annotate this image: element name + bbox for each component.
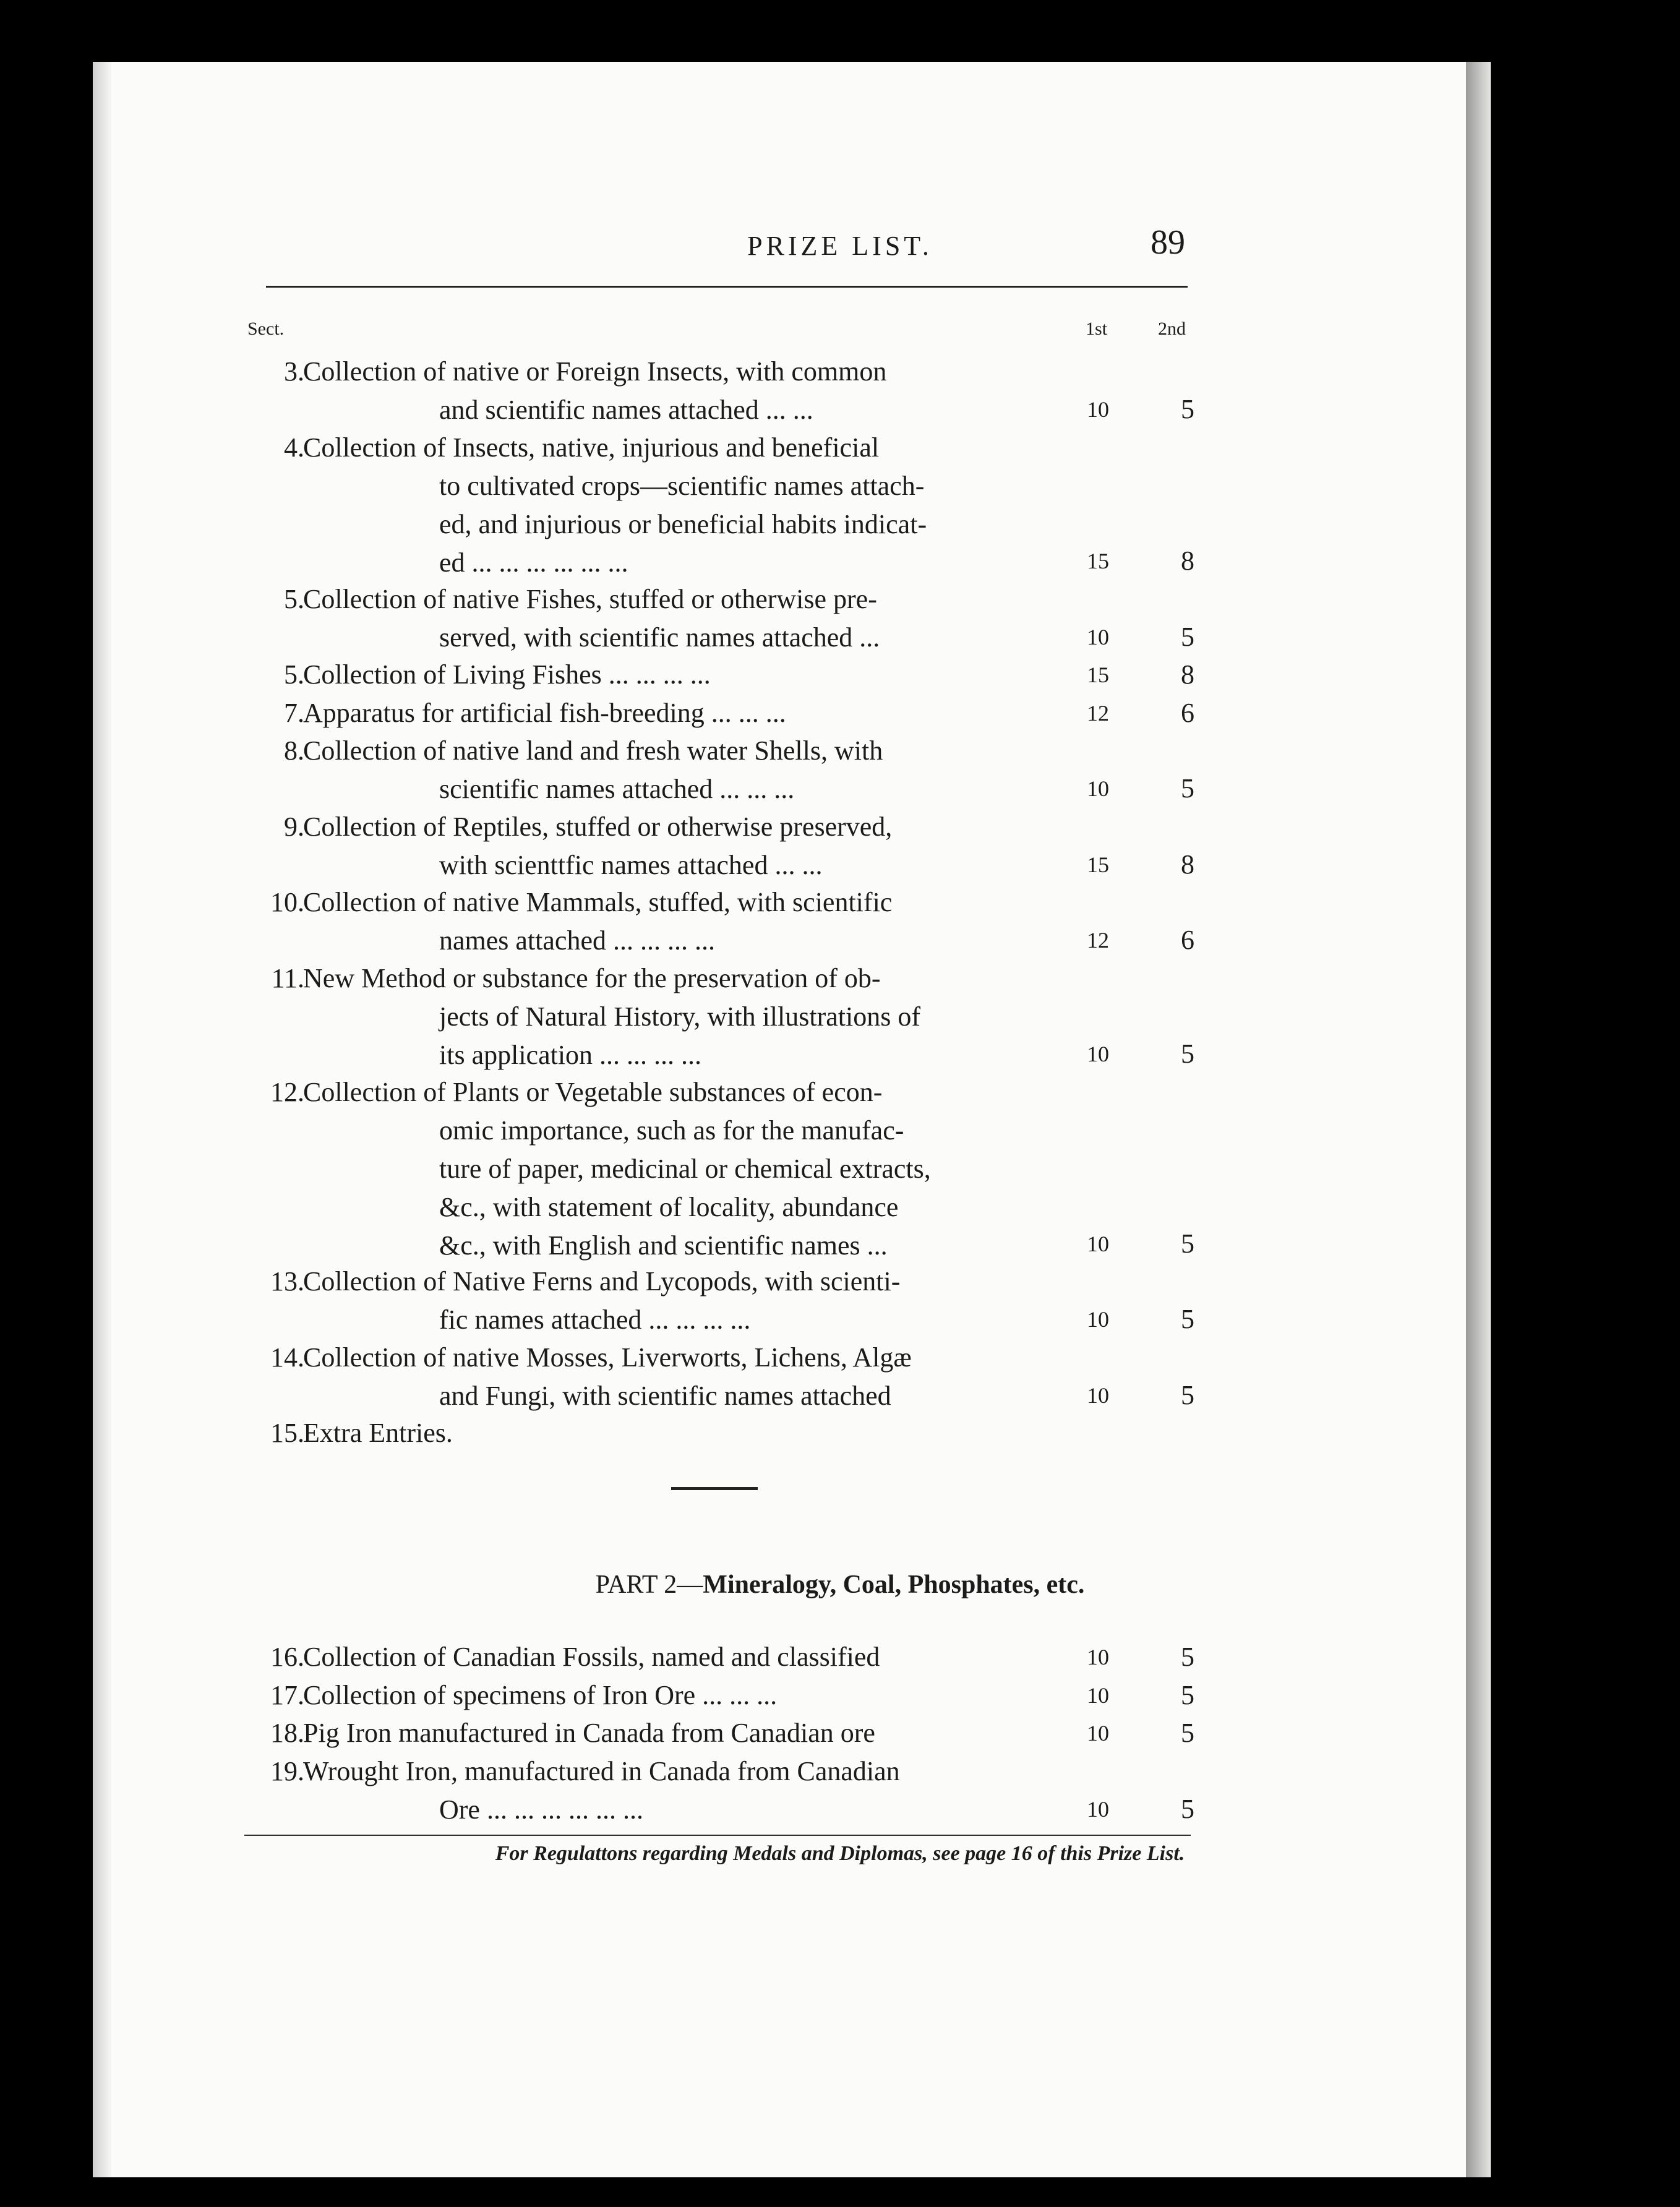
prize-entry [247, 1752, 1212, 1828]
entry-title [303, 1752, 1058, 1829]
entry-line: served, with scientific names attached ... [439, 622, 880, 653]
first-prize-amount: 10 [1087, 1231, 1109, 1256]
entry-line: Collection of native Mammals, stuffed, with scientific [303, 887, 893, 918]
entry-line: &c., with statement of locality, abundance [439, 1191, 899, 1222]
entry-line: ture of paper, medicinal or chemical extracts, [439, 1153, 931, 1184]
first-prize-amount: 10 [1087, 1797, 1109, 1822]
entry-section-number: 12. [270, 1076, 304, 1107]
entry-section-number: 4. [284, 432, 304, 463]
first-prize-amount: 15 [1087, 662, 1109, 688]
first-prize-amount: 10 [1087, 1645, 1109, 1669]
entry-line: ed, and injurious or beneficial habits indicat- [439, 508, 927, 539]
second-prize-amount: 5 [1181, 1039, 1194, 1069]
entry-line: Collection of native Fishes, stuffed or otherwise pre- [303, 583, 877, 614]
entry-title [303, 1073, 1058, 1265]
prize-entry [247, 353, 1212, 429]
first-prize-amount: 10 [1087, 1042, 1109, 1067]
entry-title [303, 959, 1058, 1074]
part-heading [0, 1570, 1680, 1600]
second-prize-amount: 5 [1181, 1228, 1194, 1259]
prize-entry [247, 429, 1212, 580]
entry-line: Collection of Reptiles, stuffed or otherwise preserved, [303, 811, 893, 842]
entry-line: jects of Natural History, with illustrations of [439, 1001, 921, 1032]
entry-title [303, 1414, 1058, 1452]
first-prize-amount: 10 [1087, 1721, 1109, 1746]
column-header-second: 2nd [1158, 319, 1186, 339]
entry-title [303, 656, 1058, 694]
first-prize-amount: 15 [1087, 852, 1109, 877]
first-prize-amount: 10 [1087, 397, 1109, 422]
second-prize-amount: 5 [1181, 1718, 1194, 1748]
entry-section-number: 16. [270, 1642, 304, 1672]
entry-title [303, 808, 1058, 885]
second-prize-amount: 8 [1181, 546, 1194, 576]
entry-section-number: 9. [284, 811, 304, 842]
entry-title [303, 353, 1058, 429]
second-prize-amount: 5 [1181, 394, 1194, 425]
prize-entry [247, 1638, 1212, 1676]
entry-section-number: 15. [270, 1418, 304, 1449]
entry-title [303, 1339, 1058, 1415]
column-header-first: 1st [1086, 319, 1108, 339]
entry-line: Collection of Living Fishes ... ... ... ... [303, 659, 711, 690]
entry-line: Collection of native or Foreign Insects, with common [303, 356, 887, 387]
entry-section-number: 17. [270, 1679, 304, 1710]
second-prize-amount: 5 [1181, 1380, 1194, 1411]
part-heading-prefix: PART 2— [595, 1571, 703, 1599]
entry-title [303, 1676, 1058, 1715]
entry-line: Collection of Canadian Fossils, named and classified [303, 1642, 880, 1672]
second-prize-amount: 6 [1181, 925, 1194, 956]
part-heading-title: Mineralogy, Coal, Phosphates, etc. [703, 1571, 1085, 1599]
prize-entry [247, 732, 1212, 808]
second-prize-amount: 5 [1181, 1642, 1194, 1672]
entry-line: fic names attached ... ... ... ... [439, 1305, 751, 1335]
entry-line: Collection of native Mosses, Liverworts, Lichens, Algæ [303, 1342, 912, 1373]
entry-title [303, 694, 1058, 732]
prize-entry [247, 694, 1212, 732]
entry-line: New Method or substance for the preservation of ob- [303, 962, 881, 993]
entry-section-number: 3. [284, 356, 304, 387]
prize-entry [247, 1714, 1212, 1752]
first-prize-amount: 10 [1087, 1383, 1109, 1408]
second-prize-amount: 5 [1181, 1679, 1194, 1710]
entry-line: with scienttfic names attached ... ... [439, 849, 823, 880]
entry-line: Collection of native land and fresh water Shells, with [303, 735, 883, 766]
entry-title [303, 732, 1058, 808]
first-prize-amount: 12 [1087, 928, 1109, 953]
entry-line: and Fungi, with scientific names attached [439, 1380, 891, 1411]
entry-section-number: 5. [284, 659, 304, 690]
first-prize-amount: 15 [1087, 549, 1109, 574]
entry-line: &c., with English and scientific names ... [439, 1230, 888, 1261]
footer-note: For Regulattons regarding Medals and Diplomas, see page 16 of this Prize List. [495, 1842, 1185, 1865]
second-prize-amount: 5 [1181, 1304, 1194, 1335]
first-prize-amount: 10 [1087, 776, 1109, 802]
prize-entry [247, 883, 1212, 959]
entry-line: Collection of specimens of Iron Ore ... ... ... [303, 1679, 778, 1710]
prize-entry [247, 808, 1212, 884]
prize-entry [247, 1339, 1212, 1415]
entry-section-number: 13. [270, 1266, 304, 1297]
entry-section-number: 7. [284, 697, 304, 728]
entry-line: Ore ... ... ... ... ... ... [439, 1794, 643, 1825]
running-header: PRIZE LIST. [747, 231, 933, 261]
header-rule [266, 286, 1188, 288]
section-divider [671, 1487, 758, 1490]
entry-line: names attached ... ... ... ... [439, 925, 715, 956]
entry-line: scientific names attached ... ... ... [439, 774, 795, 804]
second-prize-amount: 8 [1181, 849, 1194, 880]
prize-entry [247, 1073, 1212, 1263]
footer-rule [244, 1835, 1191, 1836]
page-number: 89 [1151, 223, 1185, 262]
entry-title [303, 580, 1058, 657]
entry-line: Collection of Native Ferns and Lycopods, with scienti- [303, 1266, 901, 1297]
entry-line: Wrought Iron, manufactured in Canada from Canadian [303, 1755, 900, 1786]
prize-entry [247, 656, 1212, 693]
entry-title [303, 429, 1058, 582]
entry-line: Pig Iron manufactured in Canada from Canadian ore [303, 1718, 875, 1748]
entry-section-number: 14. [270, 1342, 304, 1373]
entry-line: and scientific names attached ... ... [439, 395, 813, 425]
entry-section-number: 19. [270, 1755, 304, 1786]
entry-line: Collection of Plants or Vegetable substances of econ- [303, 1076, 883, 1107]
entry-section-number: 18. [270, 1718, 304, 1748]
second-prize-amount: 5 [1181, 773, 1194, 804]
entry-section-number: 11. [271, 962, 304, 993]
second-prize-amount: 5 [1181, 1794, 1194, 1824]
prize-entry [247, 580, 1212, 656]
entry-line: Collection of Insects, native, injurious and beneficial [303, 432, 880, 463]
entry-title [303, 1262, 1058, 1339]
entry-section-number: 5. [284, 583, 304, 614]
first-prize-amount: 10 [1087, 1682, 1109, 1708]
entry-line: its application ... ... ... ... [439, 1039, 702, 1070]
entry-line: to cultivated crops—scientific names attach- [439, 470, 925, 501]
prize-entry [247, 1262, 1212, 1339]
column-header-sect: Sect. [247, 319, 285, 339]
entry-line: Extra Entries. [303, 1418, 453, 1449]
entry-title [303, 1714, 1058, 1752]
prize-entry [247, 1676, 1212, 1715]
entry-line: omic importance, such as for the manufac- [439, 1115, 904, 1146]
second-prize-amount: 8 [1181, 659, 1194, 690]
prize-entry [247, 1414, 1212, 1452]
entry-title [303, 883, 1058, 960]
first-prize-amount: 10 [1087, 625, 1109, 650]
second-prize-amount: 5 [1181, 622, 1194, 653]
entry-title [303, 1638, 1058, 1676]
entry-line: Apparatus for artificial fish-breeding ... ... ... [303, 697, 786, 728]
second-prize-amount: 6 [1181, 697, 1194, 728]
entry-section-number: 8. [284, 735, 304, 766]
prize-entry [247, 959, 1212, 1073]
first-prize-amount: 12 [1087, 700, 1109, 726]
entry-section-number: 10. [270, 887, 304, 918]
first-prize-amount: 10 [1087, 1307, 1109, 1332]
entry-line: ed ... ... ... ... ... ... [439, 547, 628, 578]
